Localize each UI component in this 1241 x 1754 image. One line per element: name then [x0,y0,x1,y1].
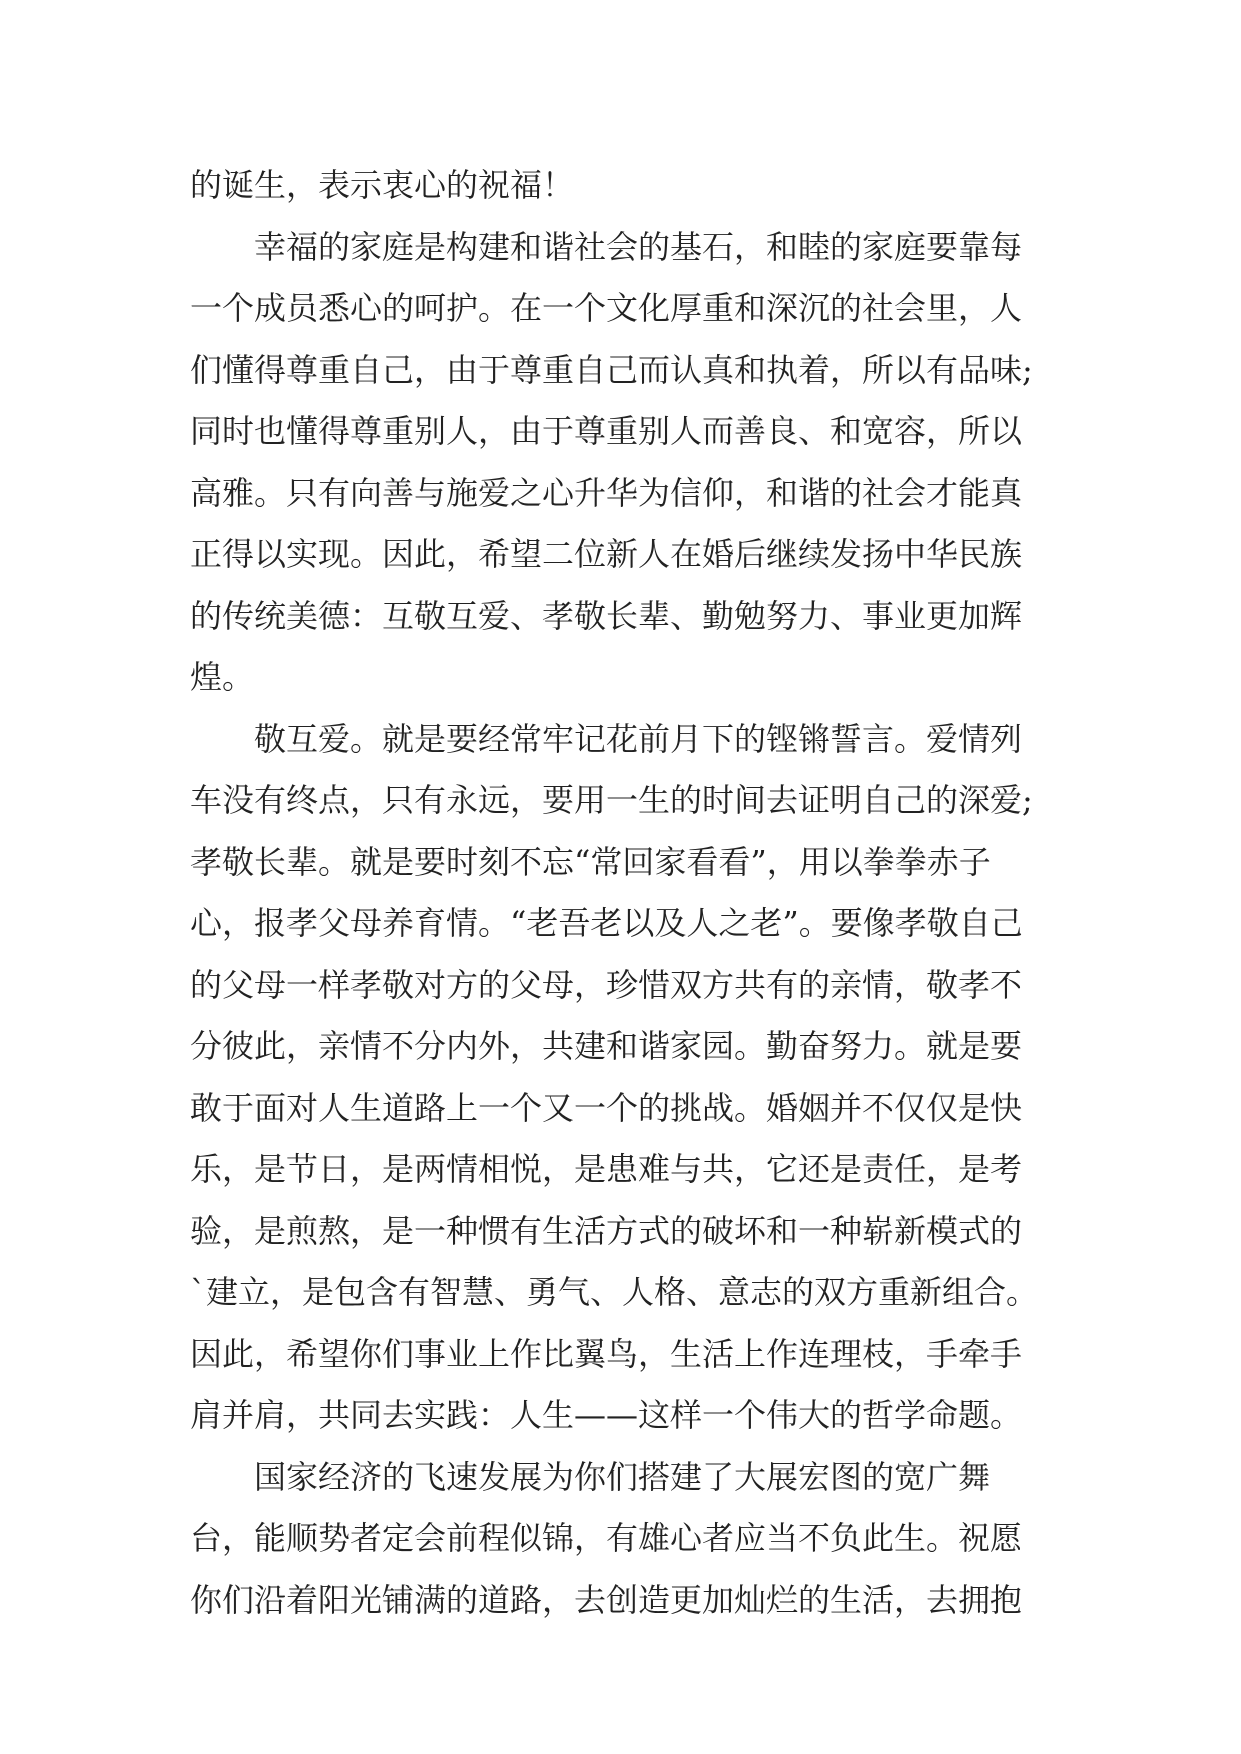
text-line: 肩并肩，共同去实践：人生——这样一个伟大的哲学命题。 [190,1396,1023,1434]
text-line: 的诞生，表示衷心的祝福！ [190,166,575,204]
text-line: 验，是煎熬，是一种惯有生活方式的破坏和一种崭新模式的 [190,1211,1023,1250]
text-line: 因此，希望你们事业上作比翼鸟，生活上作连理枝，手牵手 [190,1334,1023,1373]
text-line: 乐，是节日，是两情相悦，是患难与共，它还是责任，是考 [190,1150,1023,1188]
document-body [190,155,1060,1631]
paragraph-first-line: 国家经济的飞速发展为你们搭建了大展宏图的宽广舞 [254,1457,991,1496]
paragraph-first-line: 幸福的家庭是构建和谐社会的基石，和睦的家庭要靠每 [254,227,1023,266]
text-line: 你们沿着阳光铺满的道路，去创造更加灿烂的生活，去拥抱 [190,1580,1023,1619]
text-line: 的父母一样孝敬对方的父母，珍惜双方共有的亲情，敬孝不 [190,965,1023,1004]
text-line: 煌。 [190,658,255,696]
text-line: 孝敬长辈。就是要时刻不忘“常回家看看”，用以拳拳赤子 [190,842,991,881]
text-line: 的传统美德：互敬互爱、孝敬长辈、勤勉努力、事业更加辉 [190,596,1023,635]
text-line: 敢于面对人生道路上一个又一个的挑战。婚姻并不仅仅是快 [190,1088,1023,1127]
text-line: 同时也懂得尊重别人，由于尊重别人而善良、和宽容，所以 [190,412,1023,450]
text-line: `建立，是包含有智慧、勇气、人格、意志的双方重新组合。 [190,1273,1039,1311]
text-line: 正得以实现。因此，希望二位新人在婚后继续发扬中华民族 [190,535,1023,573]
paragraph-first-line: 敬互爱。就是要经常牢记花前月下的铿锵誓言。爱情列 [254,719,1023,758]
text-line: 车没有终点，只有永远，要用一生的时间去证明自己的深爱; [190,781,1033,819]
text-line: 高雅。只有向善与施爱之心升华为信仰，和谐的社会才能真 [190,473,1023,512]
text-line: 一个成员悉心的呵护。在一个文化厚重和深沉的社会里，人 [190,289,1023,327]
text-line: 们懂得尊重自己，由于尊重自己而认真和执着，所以有品味; [190,350,1033,389]
text-line: 心，报孝父母养育情。“老吾老以及人之老”。要像孝敬自己 [190,904,1023,942]
text-line: 台，能顺势者定会前程似锦，有雄心者应当不负此生。祝愿 [190,1519,1023,1557]
text-line: 分彼此，亲情不分内外，共建和谐家园。勤奋努力。就是要 [190,1027,1023,1065]
